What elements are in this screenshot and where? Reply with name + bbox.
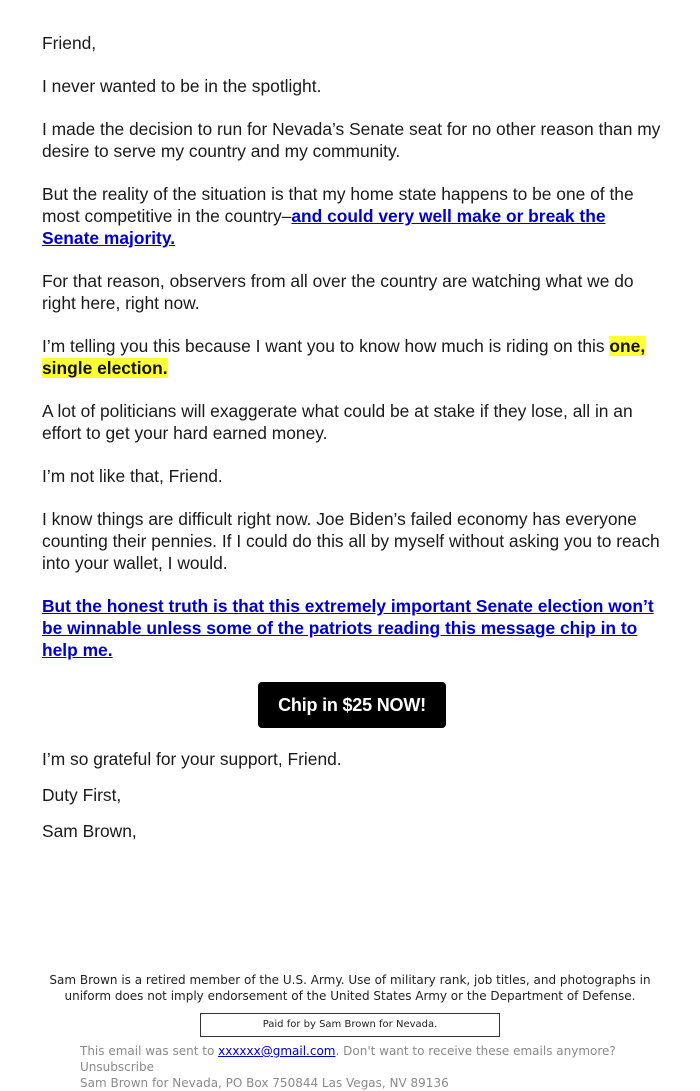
riding-text: I’m telling you this because I want you to know how much is riding on this xyxy=(42,336,610,356)
footer xyxy=(40,972,660,1037)
cta-container xyxy=(42,682,662,728)
paragraph-honest-truth xyxy=(42,595,662,661)
paragraph-not-like-that: I’m not like that, Friend. xyxy=(42,466,223,486)
greeting: Friend, xyxy=(42,33,97,53)
paragraph-politicians: A lot of politicians will exaggerate what could be at stake if they lose, all in an effort to get your hard earned money. xyxy=(42,401,633,443)
signoff: Duty First, xyxy=(42,785,122,805)
chip-in-button[interactable]: Chip in $25 NOW! xyxy=(258,682,446,728)
senate-majority-link[interactable]: and could very well make or break the Senate majority. xyxy=(42,206,606,248)
paragraph-economy: I know things are difficult right now. Joe Biden’s failed economy has everyone counting their pennies. If I could do this all by myself without asking you to reach into your wallet, I would. xyxy=(42,509,660,573)
unsubscribe-text[interactable]: . Don't want to receive these emails anymore? Unsubscribe xyxy=(80,1044,616,1074)
closing-line: I’m so grateful for your support, Friend. xyxy=(42,749,342,769)
unsubscribe-footer xyxy=(80,1043,680,1091)
mailing-address: Sam Brown for Nevada, PO Box 750844 Las Vegas, NV 89136 xyxy=(80,1076,449,1090)
sent-to-prefix: This email was sent to xyxy=(80,1044,219,1058)
email-body xyxy=(42,32,662,856)
recipient-email-link[interactable]: xxxxxx@gmail.com xyxy=(218,1044,336,1058)
paragraph-observers: For that reason, observers from all over the country are watching what we do right here, right now. xyxy=(42,271,634,313)
honest-truth-link[interactable]: But the honest truth is that this extremely important Senate election won’t be winnable unless some of the patriots reading this message chip in to help me. xyxy=(42,596,654,660)
paragraph-spotlight: I never wanted to be in the spotlight. xyxy=(42,76,322,96)
reality-text: But the reality of the situation is that my home state happens to be one of the most competitive in the country– xyxy=(42,184,634,226)
paid-for-box: Paid for by Sam Brown for Nevada. xyxy=(200,1013,500,1037)
highlighted-election-text: one, single election. xyxy=(42,336,646,378)
military-disclaimer: Sam Brown is a retired member of the U.S. Army. Use of military rank, job titles, and photographs in uniform does not imply endorsement of the United States Army or the Department of Defense. xyxy=(49,973,651,1003)
paragraph-decision: I made the decision to run for Nevada’s Senate seat for no other reason than my desire to serve my country and my community. xyxy=(42,119,661,161)
sent-to-line xyxy=(80,1043,680,1075)
paragraph-reality xyxy=(42,183,662,249)
signature: Sam Brown, xyxy=(42,821,137,841)
paragraph-riding xyxy=(42,335,662,379)
